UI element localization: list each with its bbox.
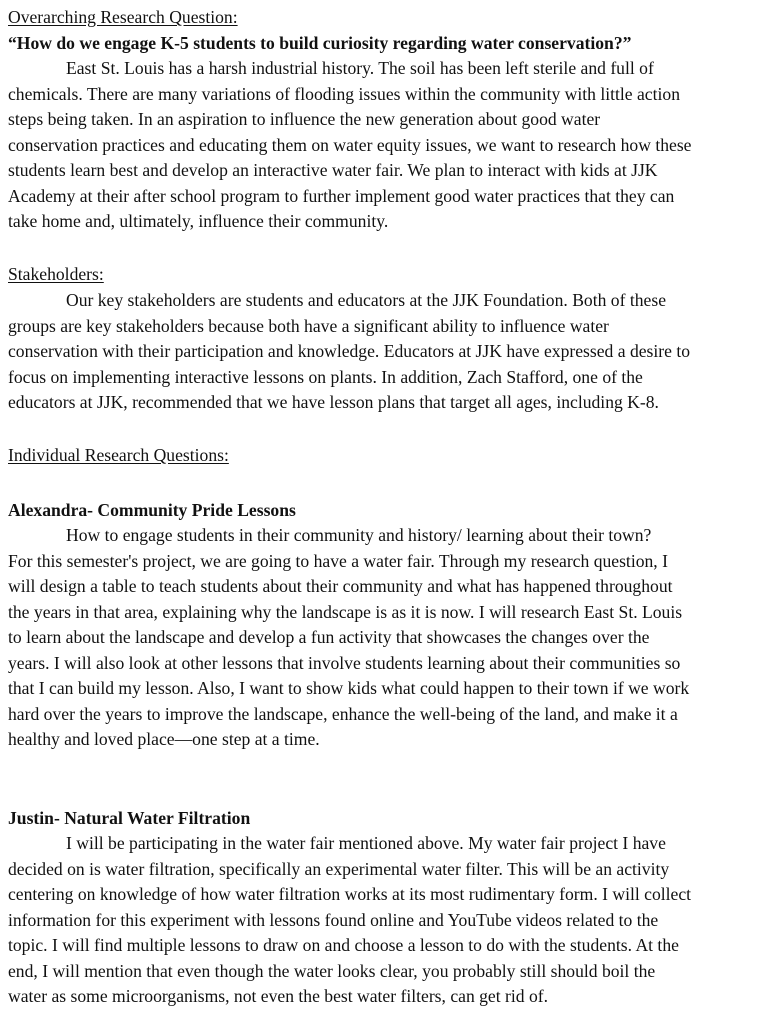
paragraph-line: focus on implementing interactive lessons on plants. In addition, Zach Stafford, one of the xyxy=(8,367,643,387)
paragraph-line: conservation practices and educating them on water equity issues, we want to research how these xyxy=(8,135,692,155)
paragraph-line: will design a table to teach students about their community and what has happened throughout xyxy=(8,576,673,596)
paragraph-line: healthy and loved place—one step at a time. xyxy=(8,729,320,749)
paragraph-line: hard over the years to improve the landscape, enhance the well-being of the land, and make it a xyxy=(8,704,678,724)
paragraph-line: end, I will mention that even though the water looks clear, you probably still should boil the xyxy=(8,961,656,981)
paragraph-line: chemicals. There are many variations of flooding issues within the community with little action xyxy=(8,84,680,104)
paragraph-line: that I can build my lesson. Also, I want to show kids what could happen to their town if we work xyxy=(8,678,690,698)
paragraph-line: steps being taken. In an aspiration to influence the new generation about good water xyxy=(8,109,601,129)
paragraph-line: I will be participating in the water fair mentioned above. My water fair project I have xyxy=(66,833,666,853)
paragraph-line: decided on is water filtration, specifically an experimental water filter. This will be an activity xyxy=(8,859,670,879)
section-heading-stakeholders: Stakeholders: xyxy=(8,264,104,284)
paragraph-line: to learn about the landscape and develop a fun activity that showcases the changes over the xyxy=(8,627,650,647)
paragraph-line: groups are key stakeholders because both have a significant ability to influence water xyxy=(8,316,609,336)
paragraph-line: students learn best and develop an interactive water fair. We plan to interact with kids at JJK xyxy=(8,160,658,180)
paragraph-line: years. I will also look at other lessons that involve students learning about their communities so xyxy=(8,653,681,673)
overarching-question: “How do we engage K-5 students to build curiosity regarding water conservation?” xyxy=(8,33,632,53)
section-heading-overarching: Overarching Research Question: xyxy=(8,7,238,27)
paragraph-line: educators at JJK, recommended that we have lesson plans that target all ages, including K-8. xyxy=(8,392,659,412)
paragraph-line: East St. Louis has a harsh industrial history. The soil has been left sterile and full of xyxy=(66,58,654,78)
paragraph-line: information for this experiment with lessons found online and YouTube videos related to the xyxy=(8,910,659,930)
alexandra-title: Alexandra- Community Pride Lessons xyxy=(8,500,296,520)
paragraph-line: conservation with their participation and knowledge. Educators at JJK have expressed a desire to xyxy=(8,341,691,361)
paragraph-line: How to engage students in their community and history/ learning about their town? xyxy=(66,525,652,545)
paragraph-line: Academy at their after school program to further implement good water practices that they can xyxy=(8,186,675,206)
paragraph-line: centering on knowledge of how water filtration works at its most rudimentary form. I will collect xyxy=(8,884,692,904)
justin-title: Justin- Natural Water Filtration xyxy=(8,808,251,828)
paragraph-line: the years in that area, explaining why the landscape is as it is now. I will research East St. Louis xyxy=(8,602,683,622)
section-heading-individual: Individual Research Questions: xyxy=(8,445,229,465)
paragraph-line: take home and, ultimately, influence their community. xyxy=(8,211,389,231)
paragraph-line: Our key stakeholders are students and educators at the JJK Foundation. Both of these xyxy=(66,290,667,310)
paragraph-line: topic. I will find multiple lessons to draw on and choose a lesson to do with the students. At the xyxy=(8,935,679,955)
paragraph-line: water as some microorganisms, not even the best water filters, can get rid of. xyxy=(8,986,549,1006)
paragraph-line: For this semester's project, we are going to have a water fair. Through my research question, I xyxy=(8,551,668,571)
